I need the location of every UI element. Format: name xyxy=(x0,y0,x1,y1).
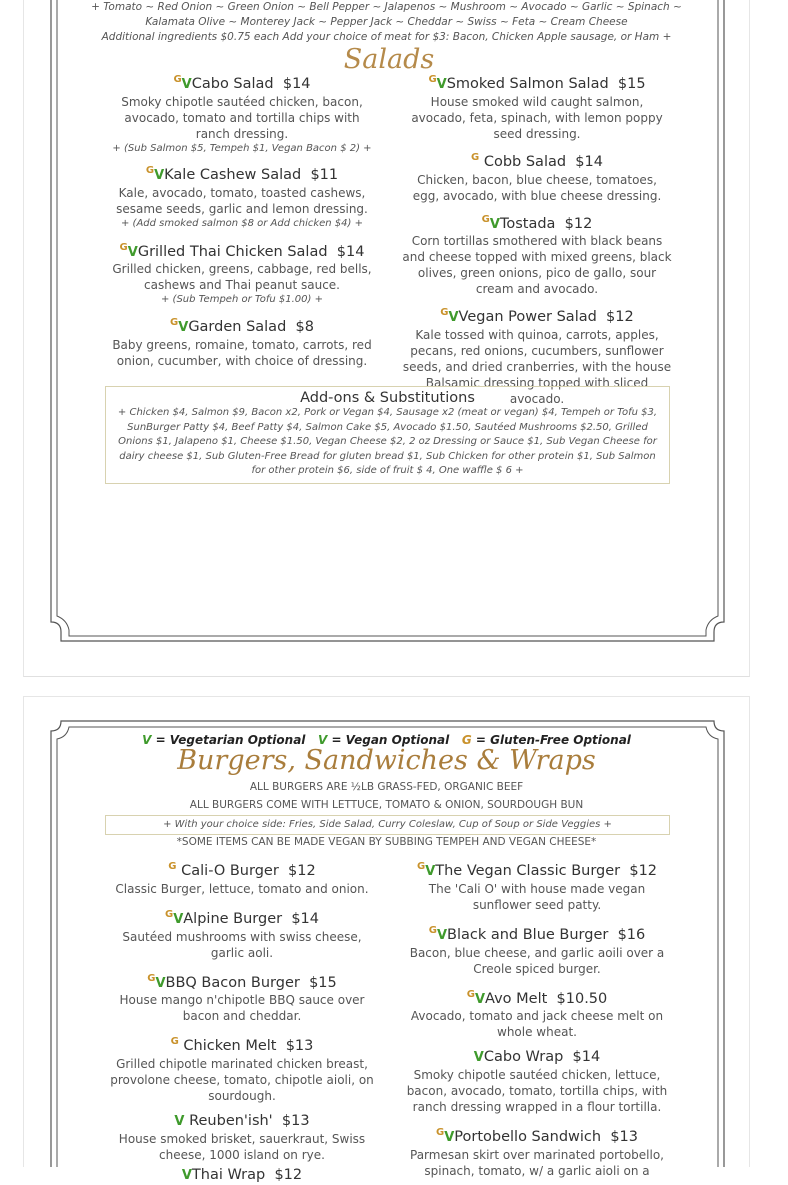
section-title-salads: Salads xyxy=(343,44,435,75)
item-name: Cabo Salad xyxy=(191,75,274,92)
item-name: Grilled Thai Chicken Salad xyxy=(137,243,328,260)
item-name: Alpine Burger xyxy=(183,910,283,927)
vegan-icon: V xyxy=(474,991,486,1007)
gluten-free-icon: G xyxy=(164,908,174,920)
item-description: House smoked brisket, sauerkraut, Swiss cheese, 1000 island on rye. xyxy=(118,1132,366,1163)
item-price: $13 xyxy=(610,1129,638,1146)
gluten-free-icon: G xyxy=(145,164,155,176)
item-name: Avo Melt xyxy=(485,990,548,1007)
item-price: $13 xyxy=(285,1038,314,1055)
vegetarian-icon: V xyxy=(142,733,152,747)
menu-item-garden-salad xyxy=(107,313,377,369)
menu-item-reubenish xyxy=(107,1112,377,1163)
vegetarian-icon: V xyxy=(436,927,447,943)
vegan-icon: V xyxy=(444,1130,455,1146)
item-price: $12 xyxy=(564,215,593,232)
item-description: House mango n'chipotle BBQ sauce over bacon and cheddar. xyxy=(119,993,365,1024)
item-description: Smoky chipotle sautéed chicken, bacon, avocado, tomato and tortilla chips with ranch dressing. xyxy=(121,94,363,141)
item-name: Garden Salad xyxy=(188,319,287,336)
item-price: $14 xyxy=(282,75,311,92)
item-name: Kale Cashew Salad xyxy=(164,166,302,183)
burgers-left-column xyxy=(107,857,377,1185)
vegan-icon: V xyxy=(155,975,166,991)
menu-item-tostada xyxy=(402,210,672,298)
gluten-free-icon: G xyxy=(481,213,490,225)
vegan-icon: V xyxy=(317,733,328,747)
burger-note-1: ALL BURGERS ARE ½LB GRASS-FED, ORGANIC BEEF xyxy=(249,781,524,793)
menu-page-salads xyxy=(23,0,750,677)
ingredients-line-1: + Tomato ~ Red Onion ~ Green Onion ~ Bell Pepper ~ Jalapenos ~ Mushroom ~ Avocado ~ Garlic ~ Spinach ~ xyxy=(91,1,682,13)
item-name: Vegan Power Salad xyxy=(458,309,597,326)
vegan-icon: V xyxy=(127,244,138,260)
legend-gluten-free-text: = Gluten-Free Optional xyxy=(475,733,631,747)
ingredients-line-3: Additional ingredients $0.75 each Add your choice of meat for $3: Bacon, Chicken Apple sausage, or Ham + xyxy=(101,31,672,43)
vegan-icon: V xyxy=(473,1050,484,1066)
gluten-free-icon: G xyxy=(147,972,156,984)
item-description: Sautéed mushrooms with swiss cheese, garlic aoli. xyxy=(122,929,362,960)
salads-left-column xyxy=(107,70,377,369)
vegan-icon: V xyxy=(173,911,184,927)
menu-item-grilled-thai-chicken-salad xyxy=(107,238,377,308)
ingredients-line-2: Kalamata Olive ~ Monterey Jack ~ Pepper Jack ~ Cheddar ~ Swiss ~ Feta ~ Cream Cheese xyxy=(145,16,628,28)
menu-item-cali-o-burger xyxy=(107,857,377,897)
menu-item-alpine-burger xyxy=(107,905,377,961)
item-note: + (Sub Tempeh or Tofu $1.00) + xyxy=(161,294,323,306)
item-note: + (Sub Salmon $5, Tempeh $1, Vegan Bacon $ 2) + xyxy=(112,142,372,154)
item-description: Avocado, tomato and jack cheese melt on whole wheat. xyxy=(410,1009,664,1040)
item-price: $10.50 xyxy=(556,990,608,1007)
vegan-icon: V xyxy=(489,216,500,232)
vegan-sub-note: *SOME ITEMS CAN BE MADE VEGAN BY SUBBING TEMPEH AND VEGAN CHEESE* xyxy=(176,836,597,848)
item-description: Grilled chicken, greens, cabbage, red bells, cashews and Thai peanut sauce. xyxy=(112,262,372,293)
item-description: Grilled chipotle marinated chicken breast, provolone cheese, tomato, chipotle aioli, on sourdough. xyxy=(110,1057,374,1104)
addons-text: + Chicken $4, Salmon $9, Bacon x2, Pork or Vegan $4, Sausage x2 (meat or vegan) $4, Tempeh or Tofu $3, SunBurger Patty $4, Beef Patty $4, Salmon Cake $5, Avocado $1.50, Sautéed Mushrooms $2.50, Grilled Onions $1, Jalapeno $1, Cheese $1.50, Vegan Cheese $2, 2 oz Dressing or Sauce $1, Sub Vegan Cheese for dairy cheese $1, Sub Gluten-Free Bread for gluten bread $1, Sub Chicken for other protein $1, Sub Salmon for other protein $6, side of fruit $ 4, One waffle $ 6 + xyxy=(117,407,658,476)
menu-item-vegan-classic-burger xyxy=(402,857,672,913)
item-description: Chicken, bacon, blue cheese, tomatoes, egg, avocado, with blue cheese dressing. xyxy=(412,172,662,203)
menu-item-chicken-melt xyxy=(107,1032,377,1104)
vegan-icon: V xyxy=(154,167,165,183)
menu-item-bbq-bacon-burger xyxy=(107,969,377,1025)
item-name: Black and Blue Burger xyxy=(447,926,609,943)
menu-item-thai-wrap xyxy=(107,1166,377,1185)
item-description: Parmesan skirt over marinated portobello, spinach, tomato, w/ a garlic aioli on a xyxy=(410,1148,664,1179)
section-title-burgers: Burgers, Sandwiches & Wraps xyxy=(177,745,596,776)
item-name: BBQ Bacon Burger xyxy=(165,974,300,991)
menu-item-portobello-sandwich xyxy=(402,1123,672,1179)
item-price: $15 xyxy=(309,974,337,991)
item-description: Bacon, blue cheese, and garlic aoili over a Creole spiced burger. xyxy=(409,945,665,976)
menu-item-cabo-wrap xyxy=(402,1048,672,1115)
vegan-icon: V xyxy=(174,1114,185,1130)
vegan-icon: V xyxy=(425,863,436,879)
menu-item-cobb-salad xyxy=(402,148,672,204)
vegan-icon: V xyxy=(448,310,459,326)
item-name: Cabo Wrap xyxy=(483,1049,564,1066)
item-price: $14 xyxy=(336,243,365,260)
item-price: $12 xyxy=(274,1167,303,1184)
gluten-free-icon: G xyxy=(170,317,179,329)
item-price: $14 xyxy=(572,1049,601,1066)
gluten-free-icon: G xyxy=(471,151,480,163)
item-name: Portobello Sandwich xyxy=(454,1129,602,1146)
item-name: The Vegan Classic Burger xyxy=(435,862,621,879)
item-description: House smoked wild caught salmon, avocado, feta, spinach, with lemon poppy seed dressing. xyxy=(411,94,663,141)
item-name: Smoked Salmon Salad xyxy=(446,75,609,92)
vegan-icon: V xyxy=(178,320,189,336)
item-price: $12 xyxy=(288,862,316,879)
salads-right-column xyxy=(402,70,672,407)
item-price: $8 xyxy=(295,319,314,336)
item-description: Baby greens, romaine, tomato, carrots, red onion, cucumber, with choice of dressing. xyxy=(112,338,372,369)
menu-item-black-and-blue-burger xyxy=(402,921,672,977)
side-choice-box: + With your choice side: Fries, Side Salad, Curry Coleslaw, Cup of Soup or Side Veggies + xyxy=(105,815,670,835)
legend-vegetarian-text: = Vegetarian Optional xyxy=(155,733,306,747)
gluten-free-icon: G xyxy=(416,861,426,872)
gluten-free-icon: G xyxy=(173,74,182,85)
menu-item-kale-cashew-salad xyxy=(107,161,377,231)
item-price: $16 xyxy=(617,926,646,943)
gluten-free-icon: G xyxy=(170,1036,179,1048)
addons-box xyxy=(105,386,670,484)
gluten-free-icon: G xyxy=(428,924,437,936)
gluten-free-icon: G xyxy=(119,241,128,253)
item-description: Corn tortillas smothered with black beans and cheese topped with mixed greens, black olives, green onions, pico de gallo, sour cream and avocado. xyxy=(402,234,672,297)
item-price: $13 xyxy=(281,1113,310,1130)
item-price: $14 xyxy=(291,910,320,927)
gluten-free-icon: G xyxy=(168,861,177,872)
item-description: Kale tossed with quinoa, carrots, apples, pecans, red onions, cucumbers, sunflower seeds, and dried cranberries, with the house Balsamic dressing topped with sliced avocado. xyxy=(402,328,672,407)
gluten-free-icon: G xyxy=(461,733,472,747)
menu-item-smoked-salmon-salad xyxy=(402,70,672,142)
menu-item-cabo-salad xyxy=(107,70,377,156)
vegan-icon: V xyxy=(181,1168,192,1184)
item-name: Thai Wrap xyxy=(191,1167,266,1184)
item-note: + (Add smoked salmon $8 or Add chicken $4) + xyxy=(121,217,363,229)
gluten-free-icon: G xyxy=(436,1127,445,1139)
legend-vegan-text: = Vegan Optional xyxy=(331,733,450,747)
item-description: Kale, avocado, tomato, toasted cashews, sesame seeds, garlic and lemon dressing. xyxy=(116,185,368,216)
item-description: Smoky chipotle sautéed chicken, lettuce, bacon, avocado, tomato, tortilla chips, with ranch dressing wrapped in a flour tortilla. xyxy=(406,1068,668,1115)
gluten-free-icon: G xyxy=(466,988,475,1000)
burgers-right-column xyxy=(402,857,672,1179)
item-name: Cobb Salad xyxy=(483,153,567,170)
item-name: Reuben'ish' xyxy=(189,1113,273,1130)
item-name: Cali-O Burger xyxy=(181,862,279,879)
item-description: The 'Cali O' with house made vegan sunflower seed patty. xyxy=(428,881,646,912)
addons-title: Add-ons & Substitutions xyxy=(300,390,475,406)
menu-page-burgers xyxy=(23,696,750,1184)
gluten-free-icon: G xyxy=(440,307,449,319)
item-description: Classic Burger, lettuce, tomato and onion. xyxy=(115,881,369,896)
item-price: $15 xyxy=(617,75,646,92)
vegan-icon: V xyxy=(436,76,447,92)
item-price: $14 xyxy=(575,153,603,170)
burger-note-2: ALL BURGERS COME WITH LETTUCE, TOMATO & ONION, SOURDOUGH BUN xyxy=(189,799,584,811)
menu-item-avo-melt xyxy=(402,985,672,1041)
item-name: Tostada xyxy=(499,215,556,232)
gluten-free-icon: G xyxy=(428,74,437,85)
item-price: $11 xyxy=(310,166,339,183)
item-name: Chicken Melt xyxy=(183,1038,277,1055)
item-price: $12 xyxy=(629,862,658,879)
vegan-icon: V xyxy=(181,76,192,92)
item-price: $12 xyxy=(606,309,634,326)
